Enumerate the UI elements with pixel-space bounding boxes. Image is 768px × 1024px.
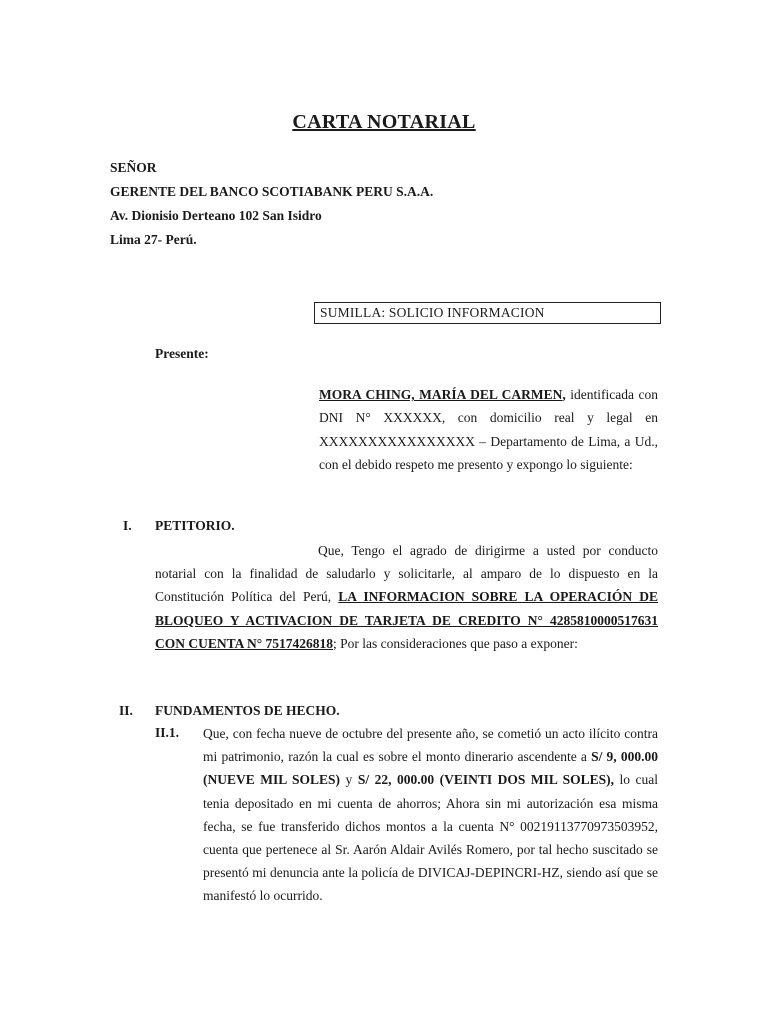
sumilla-box: SUMILLA: SOLICIO INFORMACION [314,302,661,324]
document-title: CARTA NOTARIAL [292,111,476,133]
section-1-text-a: Que, Tengo el agrado de dirigirme a usted por conducto notarial con la finalidad de saludarlo y solicitarle, al amparo de lo dispuesto en la Constitución Política del Perú, [155,543,658,605]
section-1-highlight: LA INFORMACION SOBRE LA OPERACIÓN DE BLOQUEO Y ACTIVACION DE TARJETA DE CREDITO N° 4285810000517631 CON CUENTA N° 7517426818 [155,589,658,651]
sender-name-comma: , [562,387,566,402]
intro-paragraph [319,383,658,476]
intro-text: identificada con DNI N° XXXXXX, con domicilio real y legal en XXXXXXXXXXXXXXXX – Departamento de Lima, a Ud., con el debido respeto me presento y expongo lo siguiente: [319,387,658,472]
section-1-paragraph [155,539,658,655]
recipient-salutation: SEÑOR [110,160,157,175]
subsection-text-a: Que, con fecha nueve de octubre del presente año, se cometió un acto ilícito contra mi patrimonio, razón la cual es sobre el monto dinerario ascendente a [203,726,658,765]
section-2-number: II. [119,703,133,718]
presente-label: Presente: [155,346,209,361]
section-1-text-b: ; Por las consideraciones que paso a exponer: [333,635,578,651]
section-1-number: I. [123,518,132,533]
recipient-address: Av. Dionisio Derteano 102 San Isidro [110,208,322,223]
sender-name: MORA CHING, MARÍA DEL CARMEN [319,387,563,402]
subsection-2-1-paragraph [203,722,658,908]
section-1-title: PETITORIO. [155,518,235,533]
recipient-name: GERENTE DEL BANCO SCOTIABANK PERU S.A.A. [110,184,434,199]
amount-1: S/ 9, 000.00 (NUEVE MIL SOLES) [203,749,658,788]
subsection-text-b: lo cual tenia depositado en mi cuenta de ahorros; Ahora sin mi autorización esa misma fecha, se fue transferido dichos montos a la cuenta N° 00219113770973503952, cuenta que pertenece al Sr. Aarón Aldair Avilés Romero, por tal hecho suscitado se presentó mi denuncia ante la policía de DIVICAJ-DEPINCRI-HZ, siendo así que se manifestó lo ocurrido. [203,772,659,904]
section-2-title: FUNDAMENTOS DE HECHO. [155,703,340,718]
recipient-city: Lima 27- Perú. [110,232,197,247]
subsection-text-y: y [340,772,358,788]
subsection-2-1-number: II.1. [155,725,180,740]
amount-2: S/ 22, 000.00 (VEINTI DOS MIL SOLES), [357,772,615,788]
